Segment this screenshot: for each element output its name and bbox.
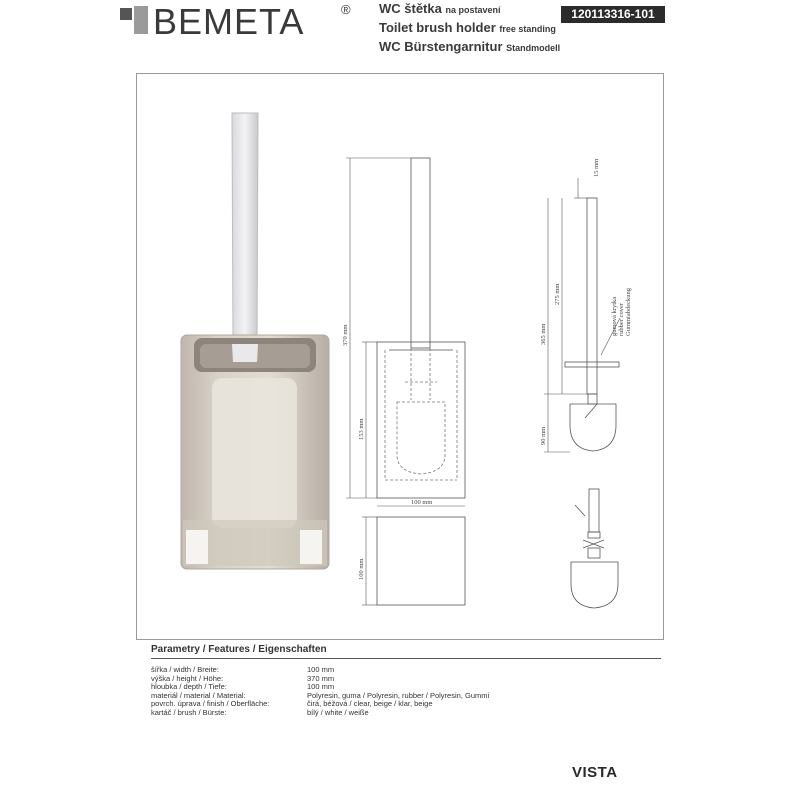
dim-holder-height: 153 mm (358, 418, 365, 440)
front-dimensions (346, 158, 465, 506)
title-german: WC Bürstengarnitur Standmodell (379, 39, 561, 54)
dim-width: 100 mm (411, 499, 433, 506)
brand-logo-text: BEMETA (153, 1, 305, 42)
dim-depth: 100 mm (358, 558, 365, 580)
dim-top-gap: 15 mm (593, 158, 600, 177)
brush-detail (571, 489, 618, 608)
features-title: Parametry / Features / Eigenschaften (151, 644, 327, 655)
note-rubber-cover-de: Gummiabdeckung (625, 287, 632, 336)
dim-brush-head: 90 mm (540, 426, 547, 445)
note-rubber-cover-en: rubber cover (618, 302, 625, 336)
front-elevation (377, 158, 465, 498)
product-code-badge: 120113316-101 (561, 6, 665, 23)
product-photo (181, 113, 329, 569)
title-czech: WC štětka na postavení (379, 1, 501, 16)
dim-height-total: 370 mm (342, 324, 349, 346)
plan-view (362, 517, 465, 605)
note-rubber-cover-cz: gumová krytka (611, 296, 618, 336)
dim-brush-total: 365 mm (540, 323, 547, 345)
registered-mark: ® (341, 2, 351, 17)
title-english: Toilet brush holder free standing (379, 20, 556, 35)
dim-handle: 275 mm (554, 283, 561, 305)
model-name: VISTA (572, 764, 618, 781)
features-divider (151, 658, 661, 659)
brush-dimensions (544, 178, 620, 452)
